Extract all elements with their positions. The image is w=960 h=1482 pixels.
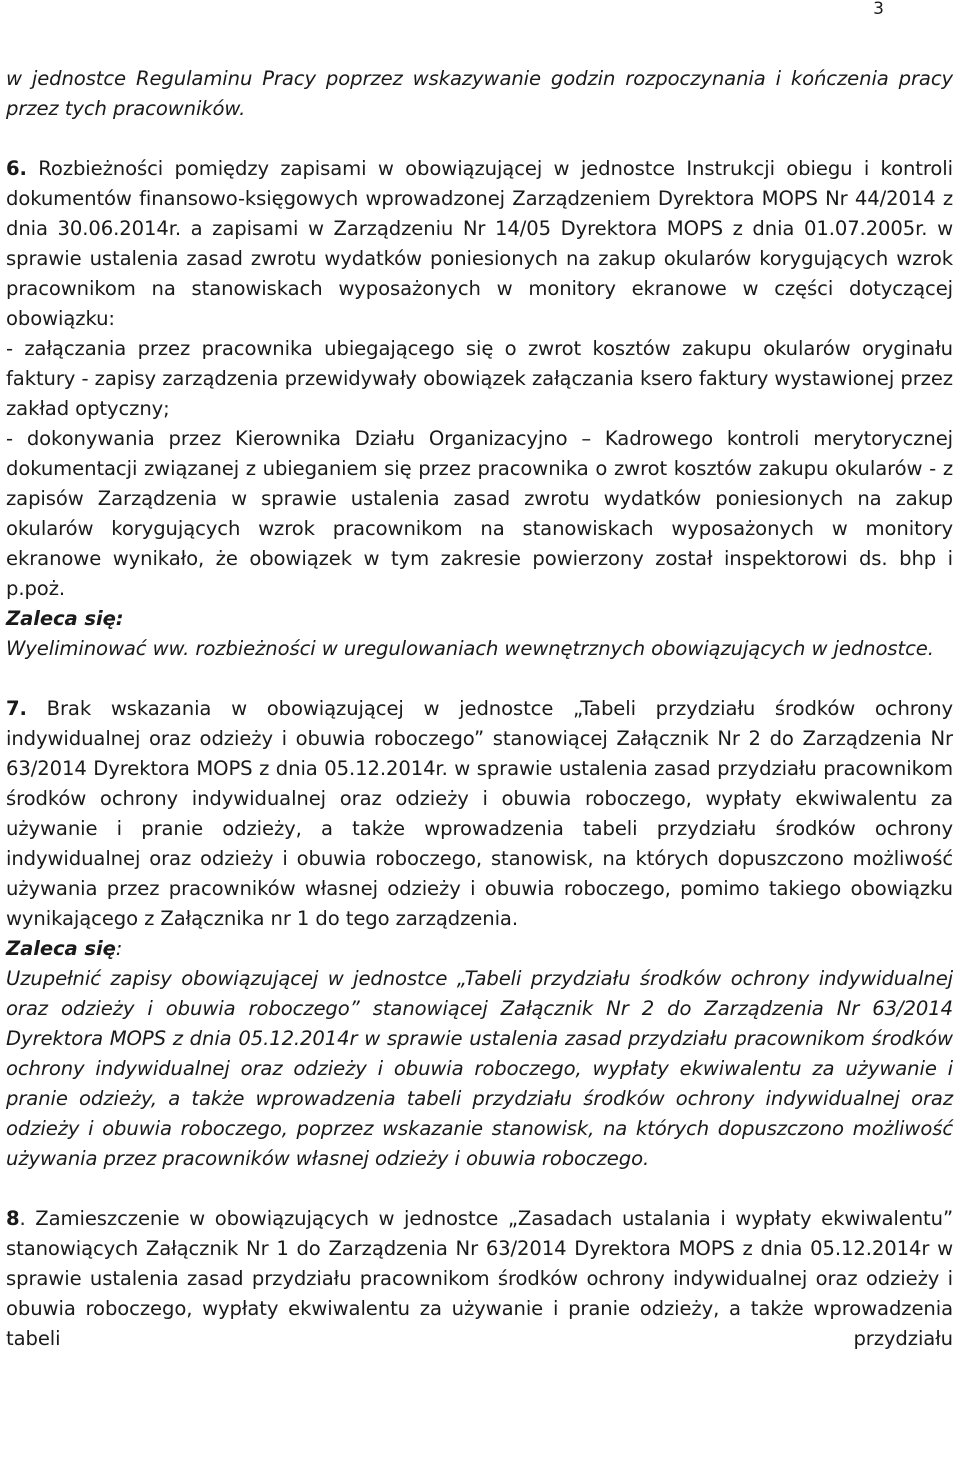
item-6-text: Rozbieżności pomiędzy zapisami w obowiązującej w jednostce Instrukcji obiegu i kontroli dokumentów finansowo-księgowych wprowadzonej Zarządzeniem Dyrektora MOPS Nr 44/2014 z dnia 30.06.2014r. a zapisami w Zarządzeniu Nr 14/05 Dyrektora MOPS z dnia 01.07.2005r. w sprawie ustalenia zasad zwrotu wydatków poniesionych na zakup okularów korygujących wzrok pracownikom na stanowiskach wyposażonych w monitory ekranowe w części dotyczącej obowiązku: xyxy=(6,157,953,330)
item-7-recommendation: Uzupełnić zapisy obowiązującej w jednostce „Tabeli przydziału środków ochrony indywidualnej oraz odzieży i obuwia roboczego” stanowiącej Załącznik Nr 2 do Zarządzenia Nr 63/2014 Dyrektora MOPS z dnia 05.12.2014r w sprawie ustalenia zasad przydziału pracownikom środków ochrony indywidualnej oraz odzieży i obuwia roboczego, wypłaty ekwiwalentu za używanie i pranie odzieży, a także wprowadzenia tabeli przydziału środków ochrony indywidualnej oraz odzieży i obuwia roboczego, poprzez wskazanie stanowisk, na których dopuszczono możliwość używania przez pracowników własnej odzieży i obuwia roboczego. xyxy=(6,967,953,1170)
item-8-paragraph xyxy=(6,1204,953,1354)
item-8-text: . Zamieszczenie w obowiązujących w jednostce „Zasadach ustalania i wypłaty ekwiwalentu” stanowiących Załącznik Nr 1 do Zarządzenia Nr 63/2014 Dyrektora MOPS z dnia 05.12.2014r w sprawie ustalenia zasad przydziału pracownikom środków ochrony indywidualnej oraz odzieży i obuwia roboczego, wypłaty ekwiwalentu za używanie i pranie odzieży, a także wprowadzenia tabeli przydziału xyxy=(6,1207,953,1350)
intro-paragraph: w jednostce Regulaminu Pracy poprzez wskazywanie godzin rozpoczynania i kończenia pracy przez tych pracowników. xyxy=(6,67,953,120)
item-6-number: 6. xyxy=(6,157,27,180)
item-6-recommend-label: Zaleca się: xyxy=(6,607,124,630)
item-7-recommend-label-colon: : xyxy=(115,937,123,960)
item-7-recommend-label xyxy=(6,934,953,964)
item-6-recommendation: Wyeliminować ww. rozbieżności w uregulowaniach wewnętrznych obowiązujących w jednostce. xyxy=(6,637,934,660)
item-6-bullet-1: - załączania przez pracownika ubiegającego się o zwrot kosztów zakupu okularów oryginału faktury - zapisy zarządzenia przewidywały obowiązek załączania ksero faktury wystawionej przez zakład optyczny; xyxy=(6,337,953,420)
page-number: 3 xyxy=(873,0,884,19)
spacer xyxy=(6,124,953,154)
spacer xyxy=(6,1174,953,1204)
spacer xyxy=(6,664,953,694)
item-7-number: 7. xyxy=(6,697,27,720)
item-7-paragraph xyxy=(6,694,953,934)
item-7-recommend-label-text: Zaleca się xyxy=(6,937,116,960)
item-6-paragraph xyxy=(6,154,953,334)
item-7-text: Brak wskazania w obowiązującej w jednostce „Tabeli przydziału środków ochrony indywidualnej oraz odzieży i obuwia roboczego” stanowiącej Załącznik Nr 2 do Zarządzenia Nr 63/2014 Dyrektora MOPS z dnia 05.12.2014r. w sprawie ustalenia zasad przydziału pracownikom środków ochrony indywidualnej oraz odzieży i obuwia roboczego, wypłaty ekwiwalentu za używanie i pranie odzieży, a także wprowadzenia tabeli przydziału środków ochrony indywidualnej oraz odzieży i obuwia roboczego, stanowisk, na których dopuszczono możliwość używania przez pracowników własnej odzieży i obuwia roboczego, pomimo takiego obowiązku wynikającego z Załącznika nr 1 do tego zarządzenia. xyxy=(6,697,953,930)
item-6-bullet-2: - dokonywania przez Kierownika Działu Organizacyjno – Kadrowego kontroli merytorycznej dokumentacji związanej z ubieganiem się przez pracownika o zwrot kosztów zakupu okularów - z zapisów Zarządzenia w sprawie ustalenia zasad zwrotu wydatków poniesionych na zakup okularów korygujących wzrok pracownikom na stanowiskach wyposażonych w monitory ekranowe wynikało, że obowiązek w tym zakresie powierzony został inspektorowi ds. bhp i p.poż. xyxy=(6,427,953,600)
item-8-number: 8 xyxy=(6,1207,20,1230)
document-body xyxy=(6,64,953,1354)
